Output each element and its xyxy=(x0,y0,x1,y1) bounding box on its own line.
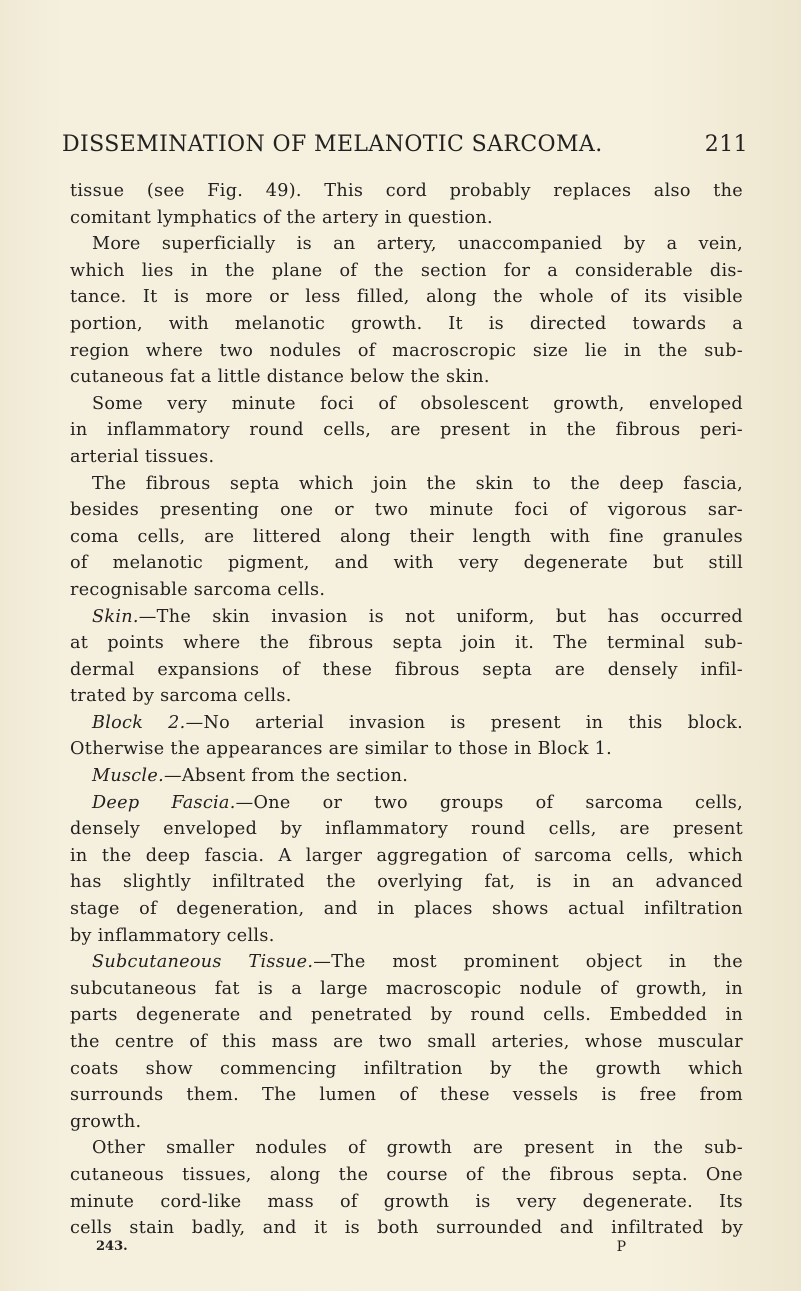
text-line: cutaneous fat a little distance below the skin. xyxy=(70,367,490,388)
signature-line xyxy=(96,1238,626,1256)
section-heading-block-2: Block 2. xyxy=(92,712,186,733)
text-run: —The most prominent object in the xyxy=(313,952,743,973)
text-line: densely enveloped by inflammatory round cells, are present xyxy=(70,819,743,840)
text-line xyxy=(70,604,743,631)
text-line: tissue (see Fig. 49). This cord probably replaces also the xyxy=(70,181,743,201)
text-line: growth. xyxy=(70,1111,142,1132)
text-line: which lies in the plane of the section for a considerable dis- xyxy=(70,260,743,281)
text-line: trated by sarcoma cells. xyxy=(70,686,292,707)
section-heading-deep-fascia: Deep Fascia. xyxy=(92,792,236,813)
text-line: The fibrous septa which join the skin to the deep fascia, xyxy=(92,473,743,494)
text-line: dermal expansions of these fibrous septa are densely infil- xyxy=(70,659,743,680)
text-line: comitant lymphatics of the artery in question. xyxy=(70,207,493,228)
text-line: parts degenerate and penetrated by round cells. Embedded in xyxy=(70,1005,743,1026)
text-line: tance. It is more or less filled, along the whole of its visible xyxy=(70,287,743,308)
text-run: —The skin invasion is not uniform, but has occurred xyxy=(138,606,743,627)
body-text xyxy=(70,178,743,1242)
text-line: coats show commencing infiltration by the growth which xyxy=(70,1058,743,1079)
text-line xyxy=(70,763,743,790)
text-line: Some very minute foci of obsolescent growth, enveloped xyxy=(92,393,743,414)
text-line: in inflammatory round cells, are present in the fibrous peri- xyxy=(70,420,743,441)
text-line: minute cord-like mass of growth is very degenerate. Its xyxy=(70,1191,743,1212)
text-run: —One or two groups of sarcoma cells, xyxy=(235,792,743,813)
text-line: of melanotic pigment, and with very degenerate but still xyxy=(70,553,743,574)
text-line: stage of degeneration, and in places shows actual infiltration xyxy=(70,899,743,920)
text-line: by inflammatory cells. xyxy=(70,925,275,946)
running-header xyxy=(62,132,748,158)
text-line: at points where the fibrous septa join it. The terminal sub- xyxy=(70,633,743,654)
section-heading-skin: Skin. xyxy=(92,606,139,627)
text-line: More superficially is an artery, unaccompanied by a vein, xyxy=(92,234,743,255)
signature-letter: P xyxy=(616,1239,626,1255)
section-heading-subcutaneous-tissue: Subcutaneous Tissue. xyxy=(92,952,314,973)
text-line: arterial tissues. xyxy=(70,446,215,467)
text-line: Other smaller nodules of growth are present in the sub- xyxy=(92,1138,743,1159)
text-run: —No arterial invasion is present in this block. xyxy=(185,712,743,733)
running-title: DISSEMINATION OF MELANOTIC SARCOMA. xyxy=(62,132,603,157)
text-line: subcutaneous fat is a large macroscopic nodule of growth, in xyxy=(70,978,743,999)
text-line xyxy=(70,710,743,737)
text-run: —Absent from the section. xyxy=(163,766,409,787)
signature-number: 243. xyxy=(96,1239,128,1254)
text-line: has slightly infiltrated the overlying fat, is in an advanced xyxy=(70,872,743,893)
text-line: portion, with melanotic growth. It is directed towards a xyxy=(70,313,743,334)
text-line xyxy=(70,790,743,817)
page-number: 211 xyxy=(704,132,748,157)
text-line: besides presenting one or two minute foci of vigorous sar- xyxy=(70,500,743,521)
text-line: recognisable sarcoma cells. xyxy=(70,579,326,600)
text-line: in the deep fascia. A larger aggregation of sarcoma cells, which xyxy=(70,845,743,866)
text-line: the centre of this mass are two small arteries, whose muscular xyxy=(70,1032,743,1052)
text-line: cutaneous tissues, along the course of the fibrous septa. One xyxy=(70,1164,743,1185)
text-line: surrounds them. The lumen of these vessels is free from xyxy=(70,1085,743,1106)
text-line: region where two nodules of macroscropic size lie in the sub- xyxy=(70,340,743,361)
section-heading-muscle: Muscle. xyxy=(92,766,164,787)
text-line: Otherwise the appearances are similar to those in Block 1. xyxy=(70,739,613,760)
text-line xyxy=(70,949,743,976)
text-line: coma cells, are littered along their length with fine granules xyxy=(70,526,743,547)
text-line: cells stain badly, and it is both surrounded and infiltrated by xyxy=(70,1218,743,1239)
